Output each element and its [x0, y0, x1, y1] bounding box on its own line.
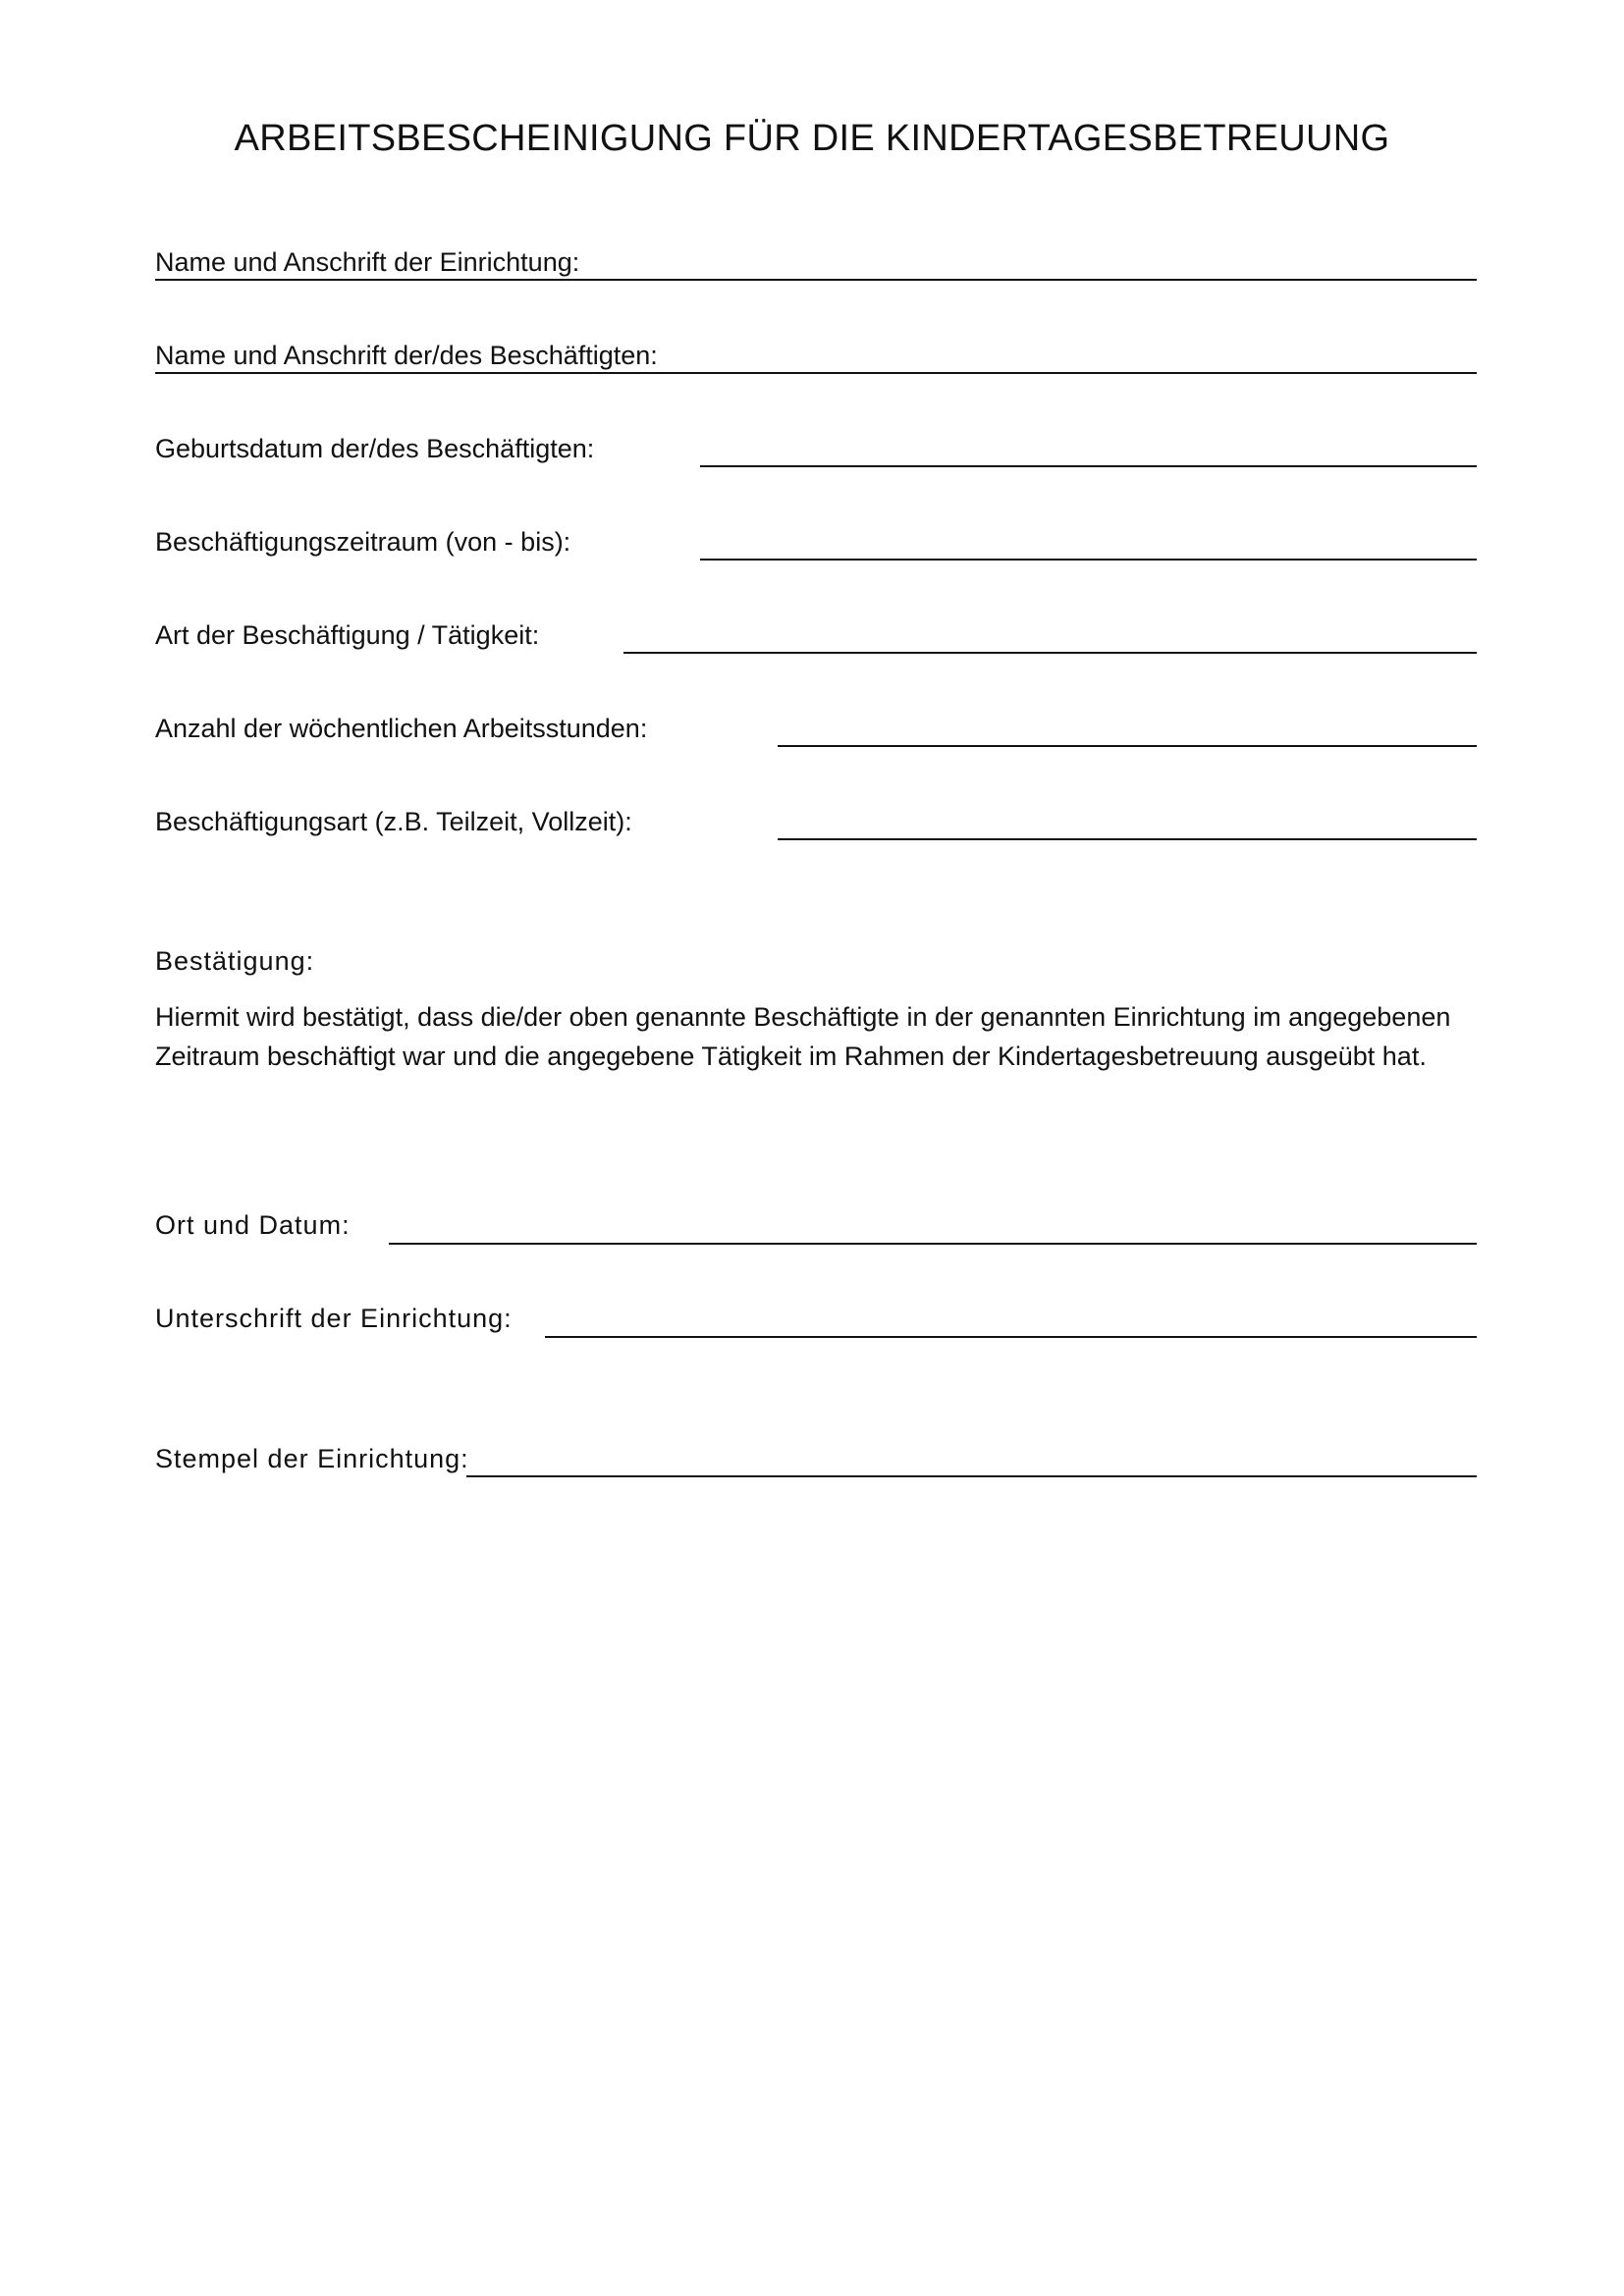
- field-label-employee-name-address: Name und Anschrift der/des Beschäftigten:: [155, 341, 658, 370]
- field-line-employment-period[interactable]: [700, 559, 1477, 561]
- field-line-employee-name-address[interactable]: [155, 372, 1477, 374]
- field-line-facility-signature[interactable]: [545, 1336, 1477, 1338]
- field-line-employment-kind[interactable]: [778, 838, 1477, 840]
- confirmation-text: Hiermit wird bestätigt, dass die/der oben genannte Beschäftigte in der genannten Einrichtung im angegebenen Zeitraum beschäftigt war und die angegebene Tätigkeit im Rahmen der Kindertagesbetreuung ausgeübt hat.: [155, 1002, 1451, 1071]
- field-line-facility-stamp[interactable]: [466, 1475, 1477, 1477]
- field-line-weekly-hours[interactable]: [778, 745, 1477, 747]
- field-label-employment-type-activity: Art der Beschäftigung / Tätigkeit:: [155, 620, 540, 650]
- field-line-facility-name-address[interactable]: [155, 279, 1477, 281]
- field-label-facility-stamp: Stempel der Einrichtung:: [155, 1444, 469, 1473]
- field-label-facility-signature: Unterschrift der Einrichtung:: [155, 1304, 513, 1333]
- field-label-employee-birthdate: Geburtsdatum der/des Beschäftigten:: [155, 434, 595, 463]
- field-line-employee-birthdate[interactable]: [700, 465, 1477, 467]
- field-label-weekly-hours: Anzahl der wöchentlichen Arbeitsstunden:: [155, 714, 648, 743]
- confirmation-heading: Bestätigung:: [155, 946, 315, 976]
- field-label-place-date: Ort und Datum:: [155, 1210, 351, 1240]
- field-label-facility-name-address: Name und Anschrift der Einrichtung:: [155, 247, 580, 277]
- document-title: ARBEITSBESCHEINIGUNG FÜR DIE KINDERTAGESBETREUUNG: [234, 118, 1390, 159]
- field-label-employment-kind: Beschäftigungsart (z.B. Teilzeit, Vollzeit):: [155, 807, 632, 836]
- field-line-employment-type-activity[interactable]: [623, 652, 1477, 654]
- field-label-employment-period: Beschäftigungszeitraum (von - bis):: [155, 527, 571, 557]
- field-line-place-date[interactable]: [389, 1243, 1477, 1245]
